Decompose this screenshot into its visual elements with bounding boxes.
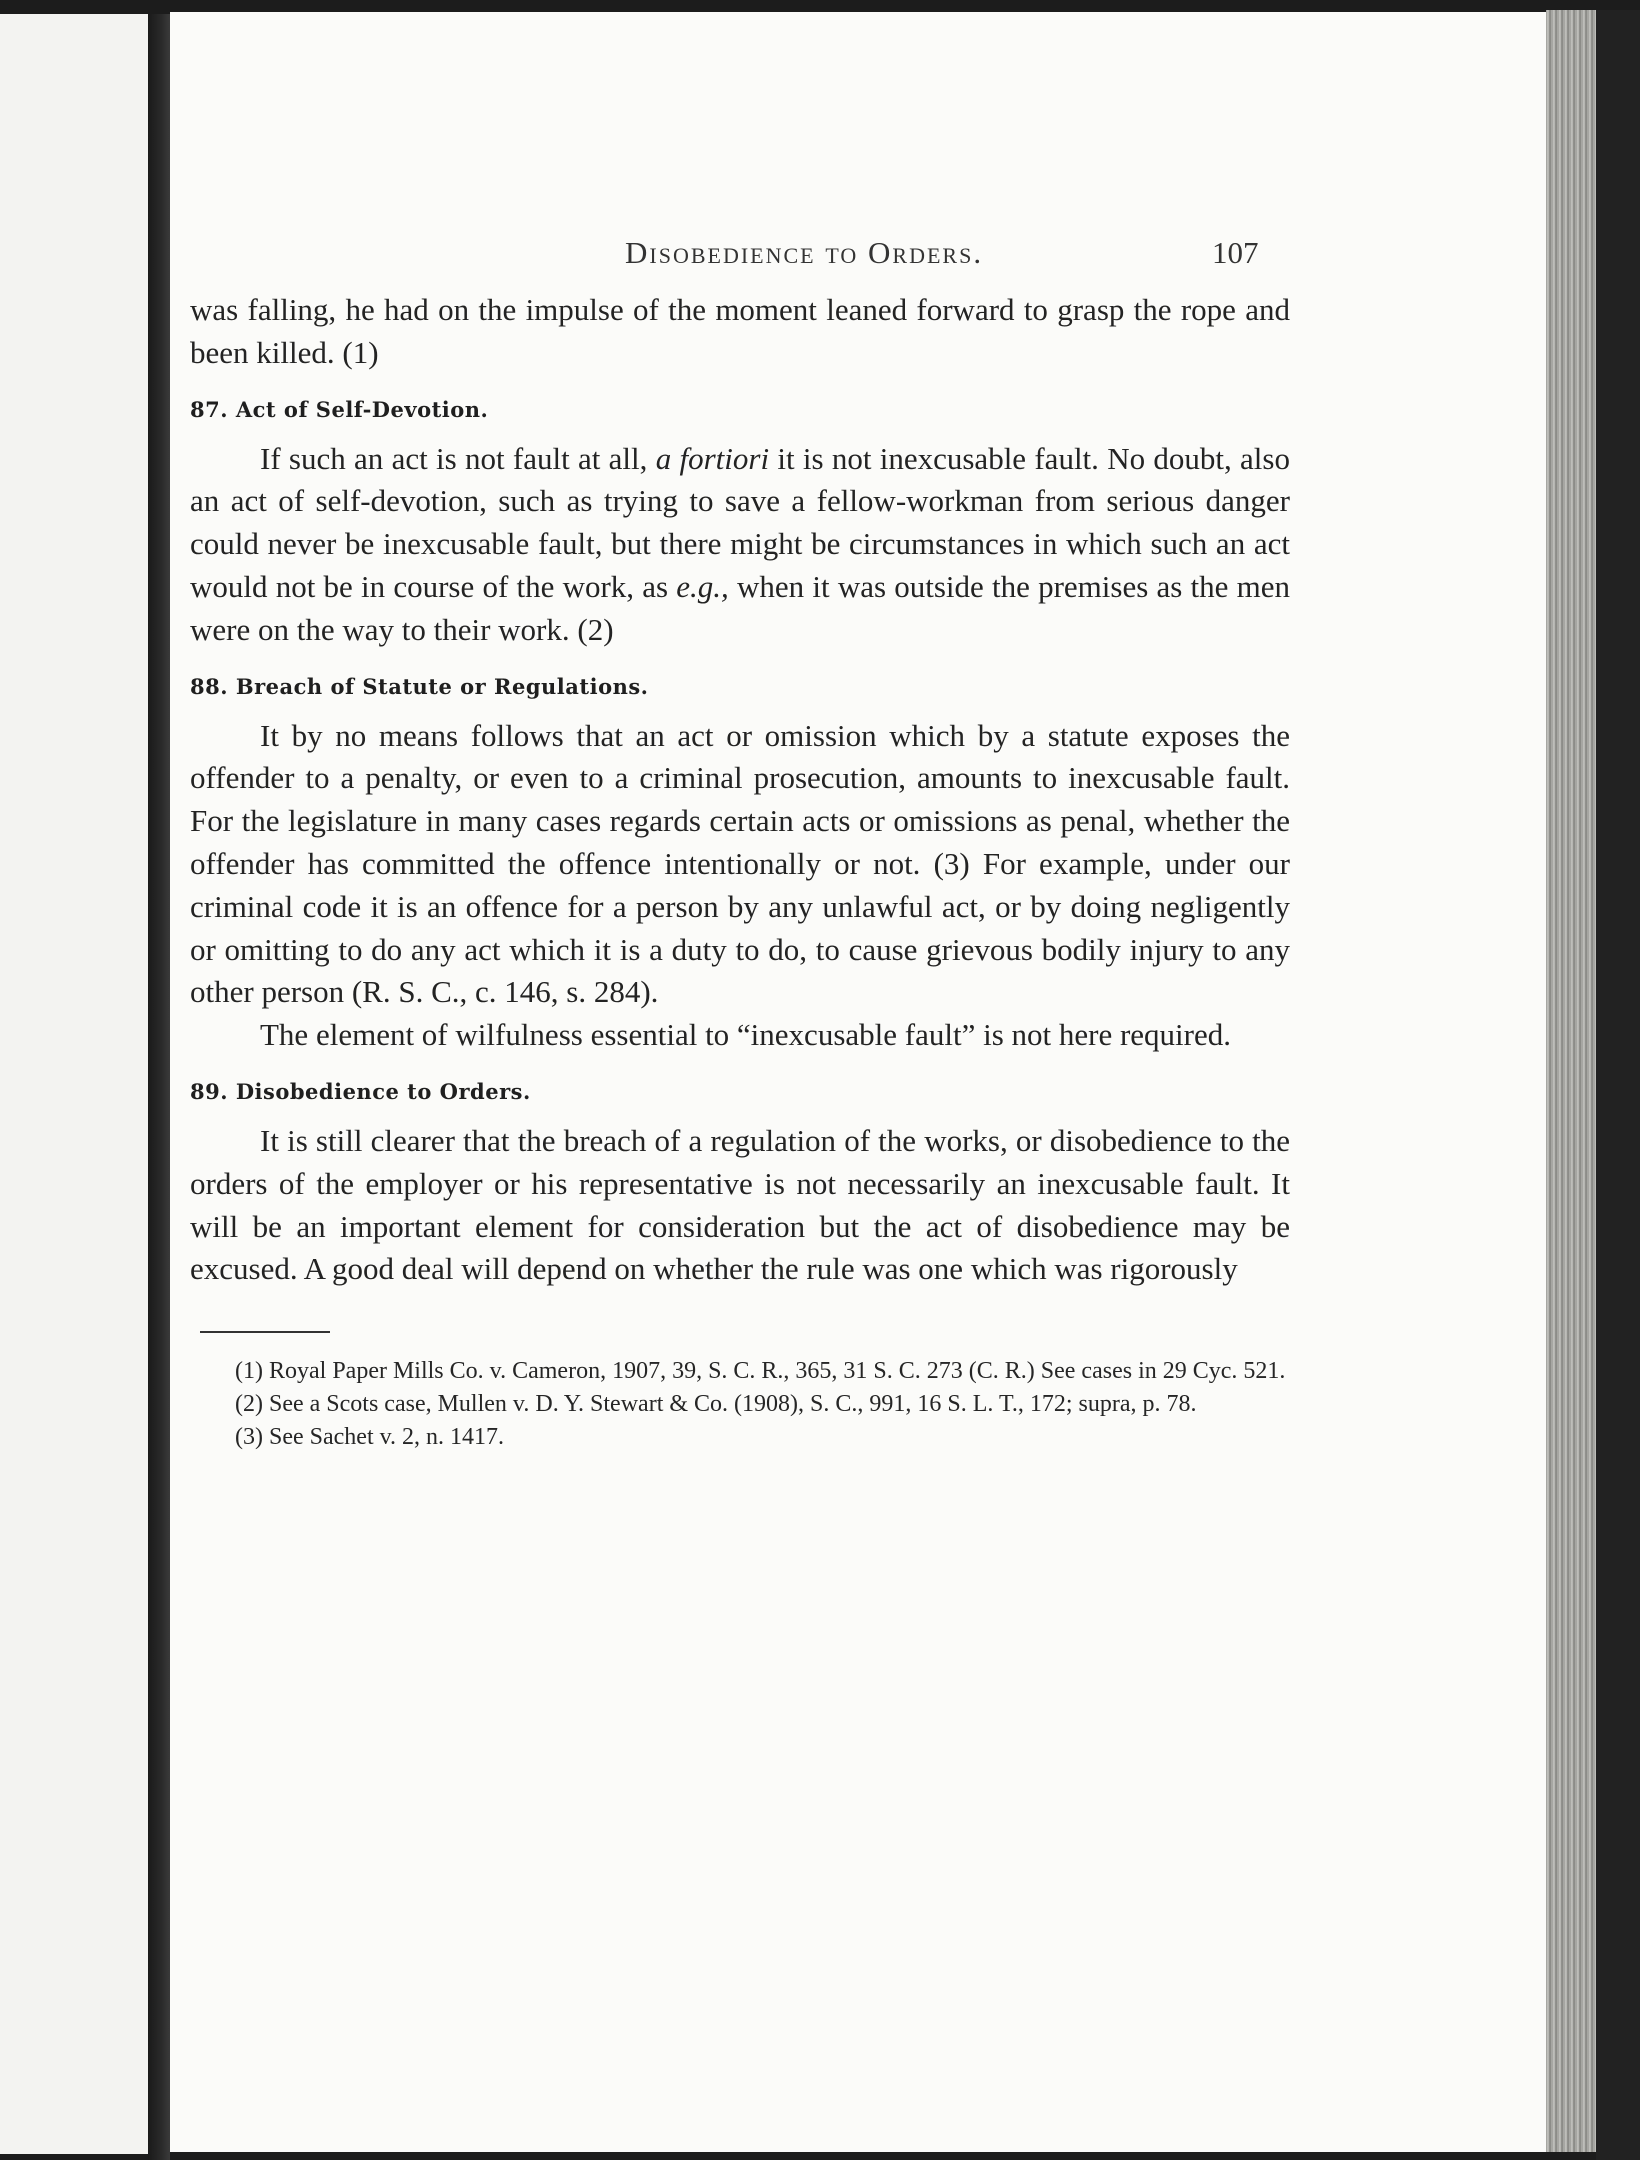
running-title: Disobedience to Orders. [625, 235, 984, 270]
book-spine [148, 14, 170, 2160]
page-content [190, 235, 1290, 1456]
footnote-1: (1) Royal Paper Mills Co. v. Cameron, 1907, 39, S. C. R., 365, 31 S. C. 273 (C. R.) See cases in 29 Cyc. 521. [235, 1358, 1286, 1385]
page-number: 107 [1212, 235, 1259, 270]
page-header [190, 235, 1290, 281]
page-edges [1546, 10, 1596, 2152]
section-88-paragraph-1: It by no means follows that an act or omission which by a statute exposes the offender to a penalty, or even to a criminal prosecution, amounts to inexcusable fault. For the legislature in many cases regards certain acts or omissions as penal, whether the offender has committed the offence intentionally or not. (3) For example, under our criminal code it is an offence for a person by any unlawful act, or by doing negligently or omitting to do any act which it is a duty to do, to cause grievous bodily injury to any other person (R. S. C., c. 146, s. 284). [190, 717, 1290, 1010]
section-89-heading: 89. Disobedience to Orders. [190, 1078, 531, 1104]
paragraph-continued: was falling, he had on the impulse of the moment leaned forward to grasp the rope and been killed. (1) [190, 292, 1290, 370]
background-edge [1596, 10, 1640, 2160]
section-89-paragraph: It is still clearer that the breach of a regulation of the works, or disobedience to the orders of the employer or his representative is not necessarily an inexcusable fault. It will be an important element for consideration but the act of disobedience may be excused. A good deal will depend on whether the rule was one which was rigorously [190, 1122, 1290, 1287]
footnote-3: (3) See Sachet v. 2, n. 1417. [235, 1424, 505, 1451]
section-88-heading: 88. Breach of Statute or Regulations. [190, 673, 649, 699]
footnote-divider [200, 1331, 330, 1333]
italic-text: e.g., [676, 568, 729, 604]
section-87-paragraph [190, 438, 1290, 652]
italic-text: a fortiori [655, 440, 770, 476]
left-page-edge [0, 14, 148, 2154]
section-87-heading: 87. Act of Self-Devotion. [190, 396, 489, 422]
footnote-2: (2) See a Scots case, Mullen v. D. Y. Stewart & Co. (1908), S. C., 991, 16 S. L. T., 172; supra, p. 78. [235, 1391, 1197, 1418]
section-88-paragraph-2: The element of wilfulness essential to “inexcusable fault” is not here required. [260, 1017, 1231, 1053]
text-run: If such an act is not fault at all, [260, 440, 656, 476]
text-run: it is not inexcusable fault. No doubt, also an act of self-devotion, such as trying to save a fellow-workman from serious danger could never be inexcusable fault, but there might be circumstances in which such an act would not be in course of the work, as [190, 440, 1290, 604]
text-run: when it was outside the premises as the men were on the way to their work. (2) [190, 568, 1290, 647]
